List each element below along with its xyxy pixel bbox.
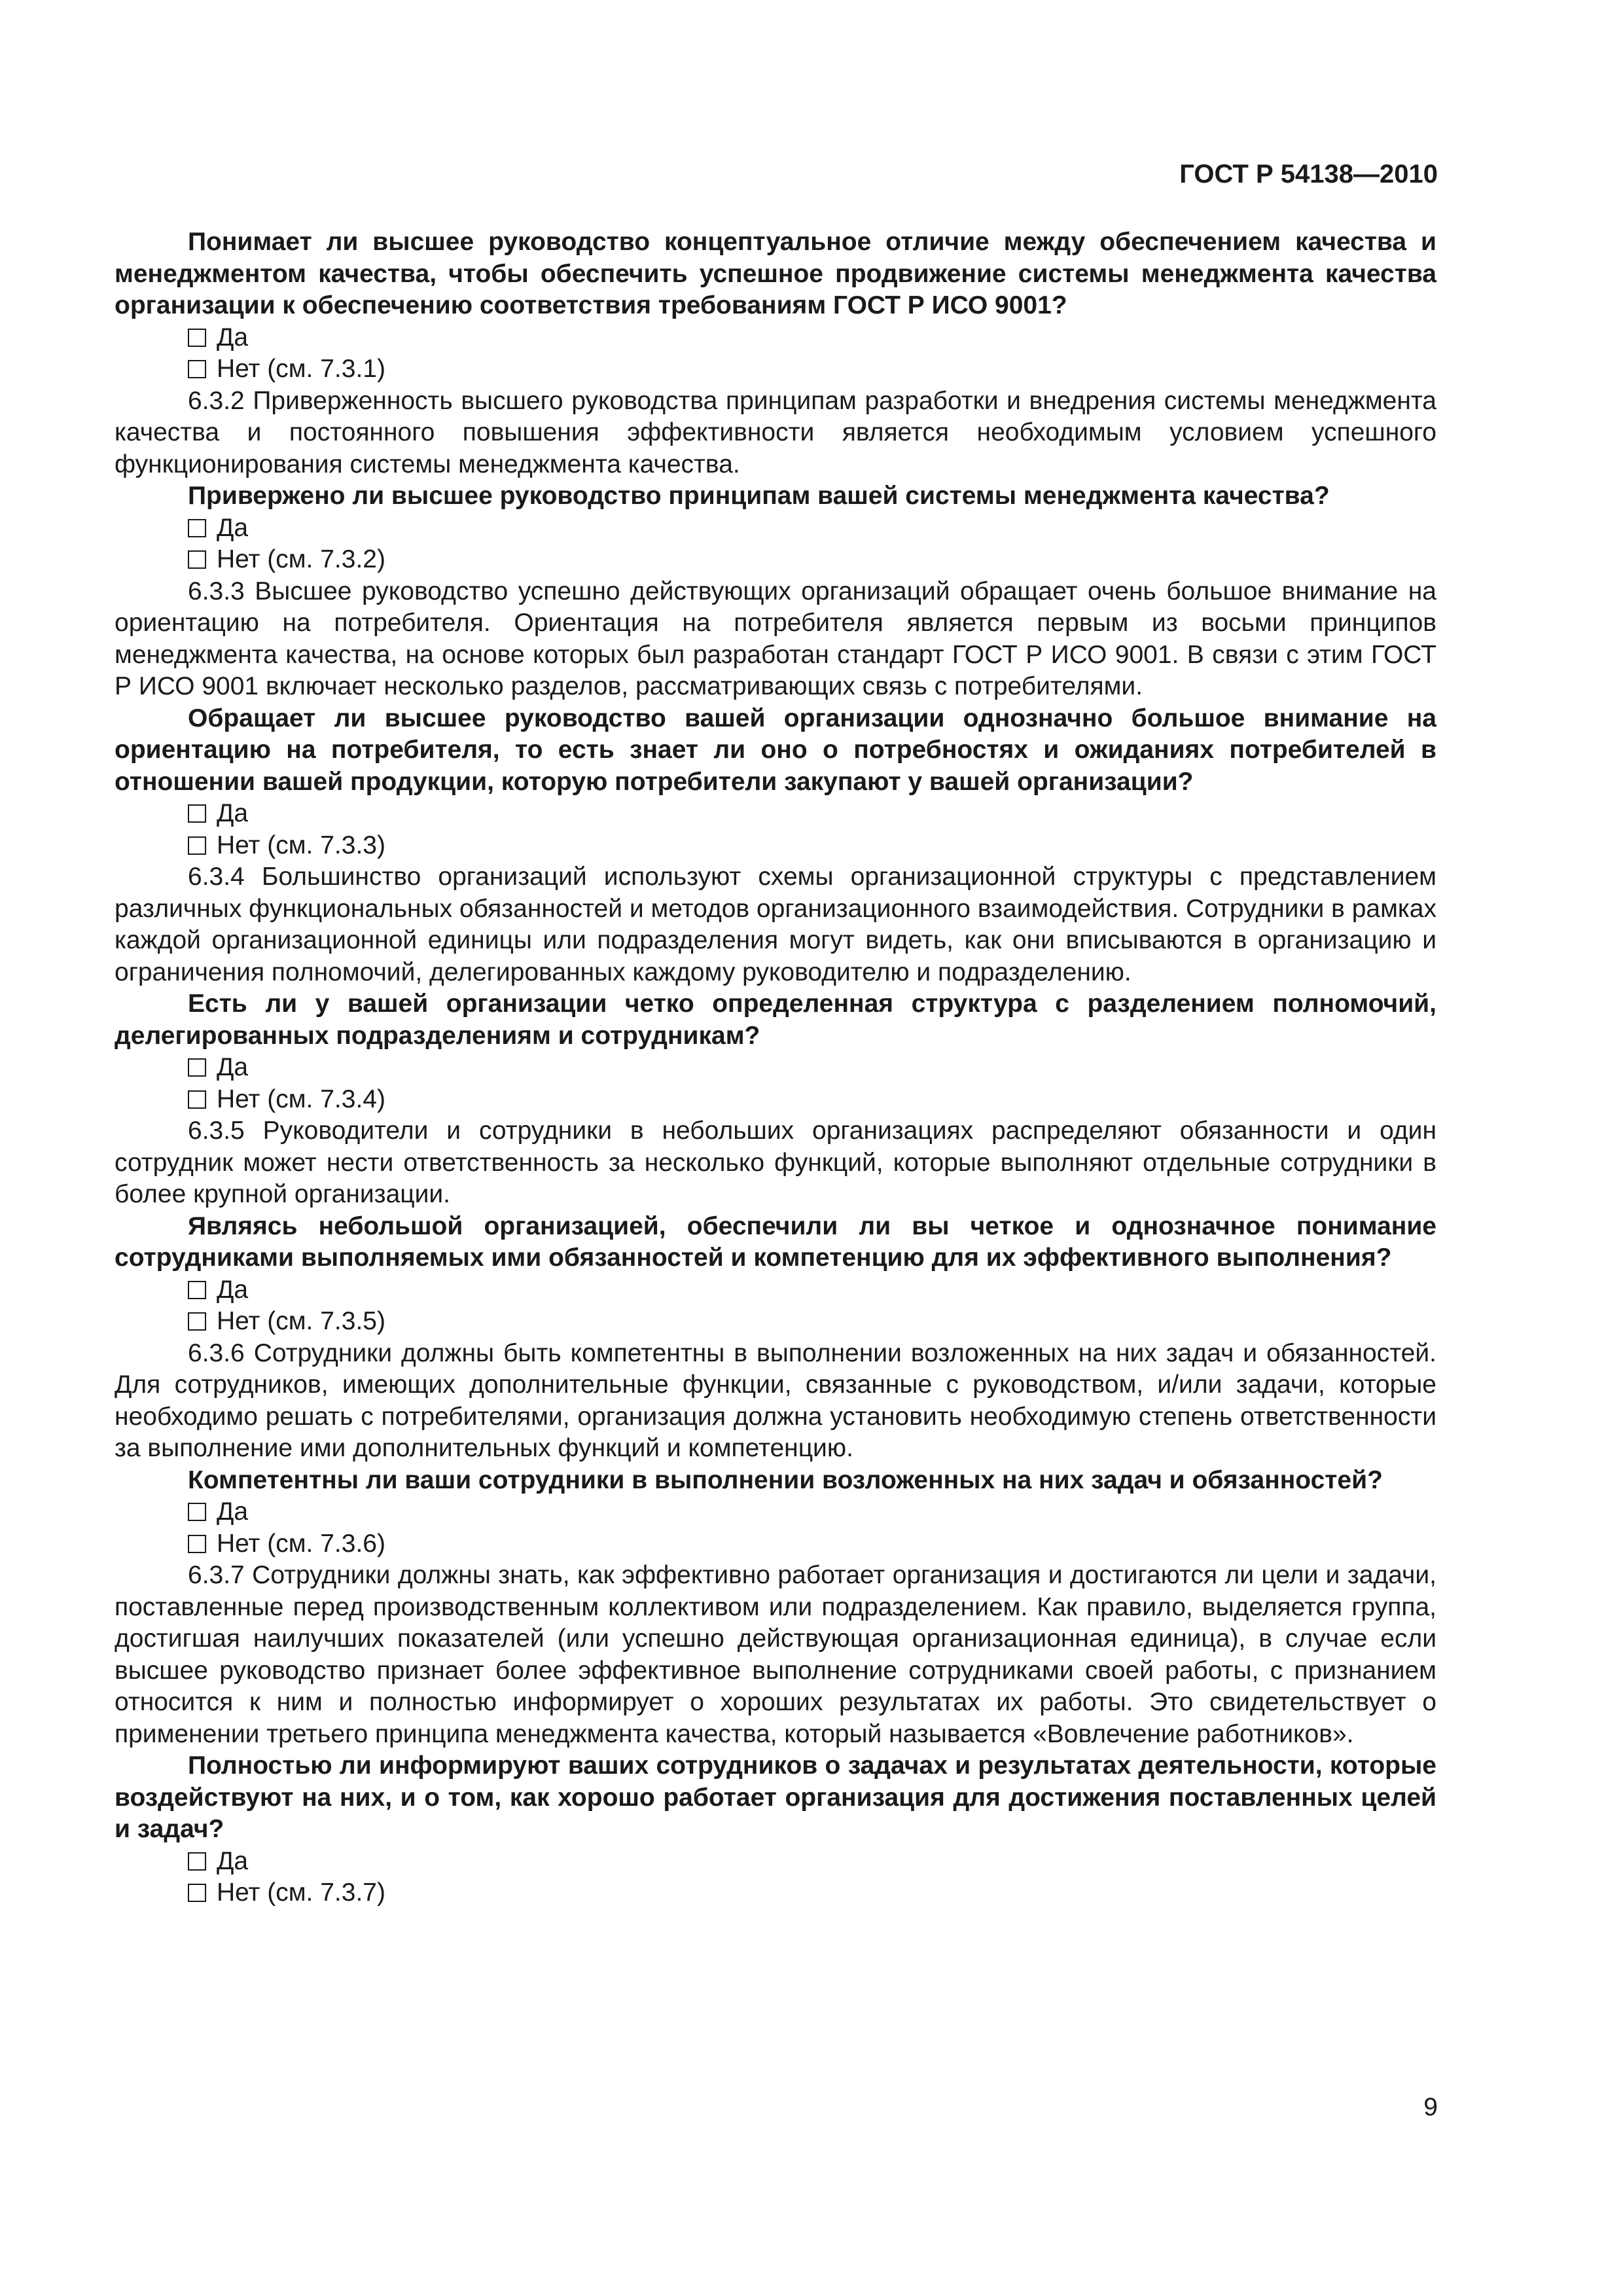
checkbox-icon[interactable] [188, 1535, 206, 1553]
option-no[interactable] [188, 544, 1436, 576]
checkbox-icon[interactable] [188, 1312, 206, 1331]
option-no[interactable] [188, 1306, 1436, 1338]
paragraph-6-3-3: 6.3.3 Высшее руководство успешно действующих организаций обращает очень большое внимание на ориентацию на потребителя. Ориентация на потребителя является первым из восьми принципов менеджмента качества, на основе которых был разработан стандарт ГОСТ Р ИСО 9001. В связи с этим ГОСТ Р ИСО 9001 включает несколько разделов, рассматривающих связь с потребителями. [115, 577, 1436, 700]
checkbox-icon[interactable] [188, 360, 206, 378]
checkbox-icon[interactable] [188, 1058, 206, 1077]
checkbox-icon[interactable] [188, 1852, 206, 1871]
paragraph-6-3-7: 6.3.7 Сотрудники должны знать, как эффективно работает организация и достигаются ли цели и задачи, поставленные перед производственным коллективом или подразделением. Как правило, выделяется группа, достигшая наилучших показателей (или успешно действующая организационная единица), в случае если высшее руководство признает более эффективное выполнение сотрудниками своей работы, с признанием относится к ним и полностью информирует о хороших результатах их работы. Это свидетельствует о применении третьего принципа менеджмента качества, который называется «Вовлечение работников». [115, 1561, 1436, 1748]
option-label: Нет (см. 7.3.2) [217, 545, 385, 573]
option-yes[interactable] [188, 1846, 1436, 1878]
option-label: Да [217, 1275, 249, 1304]
option-no[interactable] [188, 1084, 1436, 1116]
checkbox-icon[interactable] [188, 804, 206, 823]
option-yes[interactable] [188, 798, 1436, 830]
option-label: Да [217, 1846, 249, 1875]
document-body [115, 226, 1436, 1909]
option-yes[interactable] [188, 1274, 1436, 1306]
checkbox-icon[interactable] [188, 1281, 206, 1299]
question-1: Понимает ли высшее руководство концептуальное отличие между обеспечением качества и менеджментом качества, чтобы обеспечить успешное продвижение системы менеджмента качества организации к обеспечению соответствия требованиям ГОСТ Р ИСО 9001? [115, 228, 1436, 319]
checkbox-icon[interactable] [188, 836, 206, 855]
option-yes[interactable] [188, 512, 1436, 545]
option-no[interactable] [188, 830, 1436, 862]
checkbox-icon[interactable] [188, 550, 206, 569]
paragraph-6-3-2: 6.3.2 Приверженность высшего руководства принципам разработки и внедрения системы менеджмента качества и постоянного повышения эффективности является необходимым условием успешного функционирования системы менеджмента качества. [115, 386, 1436, 478]
question-3: Обращает ли высшее руководство вашей организации однозначно большое внимание на ориентацию на потребителя, то есть знает ли оно о потребностях и ожиданиях потребителей в отношении вашей продукции, которую потребители закупают у вашей организации? [115, 704, 1436, 796]
paragraph-6-3-4: 6.3.4 Большинство организаций используют схемы организационной структуры с представлением различных функциональных обязанностей и методов организационного взаимодействия. Сотрудники в рамках каждой организационной единицы или подразделения могут видеть, как они вписываются в организацию и ограничения полномочий, делегированных каждому руководителю и подразделению. [115, 863, 1436, 986]
option-label: Нет (см. 7.3.3) [217, 831, 385, 859]
option-label: Да [217, 323, 249, 351]
question-4: Есть ли у вашей организации четко определенная структура с разделением полномочий, делегированных подразделениям и сотрудникам? [115, 990, 1436, 1050]
question-5: Являясь небольшой организацией, обеспечили ли вы четкое и однозначное понимание сотрудниками выполняемых ими обязанностей и компетенцию для их эффективного выполнения? [115, 1211, 1436, 1272]
option-yes[interactable] [188, 322, 1436, 354]
checkbox-icon[interactable] [188, 329, 206, 347]
paragraph-6-3-5: 6.3.5 Руководители и сотрудники в небольших организациях распределяют обязанности и один сотрудник может нести ответственность за несколько функций, которые выполняют отдельные сотрудники в более крупной организации. [115, 1117, 1436, 1208]
page-number: 9 [1423, 2093, 1438, 2121]
option-label: Нет (см. 7.3.7) [217, 1878, 385, 1907]
checkbox-icon[interactable] [188, 1884, 206, 1902]
question-2: Привержено ли высшее руководство принципам вашей системы менеджмента качества? [188, 482, 1330, 510]
option-no[interactable] [188, 1877, 1436, 1909]
question-7: Полностью ли информируют ваших сотрудников о задачах и результатах деятельности, которые воздействуют на них, и о том, как хорошо работает организация для достижения поставленных целей и задач? [115, 1751, 1436, 1843]
option-label: Нет (см. 7.3.6) [217, 1529, 385, 1558]
option-no[interactable] [188, 353, 1436, 386]
option-label: Нет (см. 7.3.4) [217, 1085, 385, 1113]
option-yes[interactable] [188, 1052, 1436, 1084]
checkbox-icon[interactable] [188, 1090, 206, 1109]
option-label: Нет (см. 7.3.5) [217, 1307, 385, 1335]
option-yes[interactable] [188, 1496, 1436, 1528]
checkbox-icon[interactable] [188, 1503, 206, 1521]
option-label: Да [217, 1053, 249, 1081]
option-label: Да [217, 513, 249, 542]
option-no[interactable] [188, 1528, 1436, 1560]
option-label: Да [217, 1498, 249, 1526]
option-label: Да [217, 799, 249, 827]
question-6: Компетентны ли ваши сотрудники в выполнении возложенных на них задач и обязанностей? [188, 1465, 1383, 1494]
option-label: Нет (см. 7.3.1) [217, 355, 385, 383]
paragraph-6-3-6: 6.3.6 Сотрудники должны быть компетентны в выполнении возложенных на них задач и обязанностей. Для сотрудников, имеющих дополнительные функции, связанные с руководством, и/или задачи, которые необходимо решать с потребителями, организация должна установить необходимую степень ответственности за выполнение ими дополнительных функций и компетенцию. [115, 1338, 1436, 1462]
document-header: ГОСТ Р 54138—2010 [1179, 160, 1438, 188]
checkbox-icon[interactable] [188, 519, 206, 537]
